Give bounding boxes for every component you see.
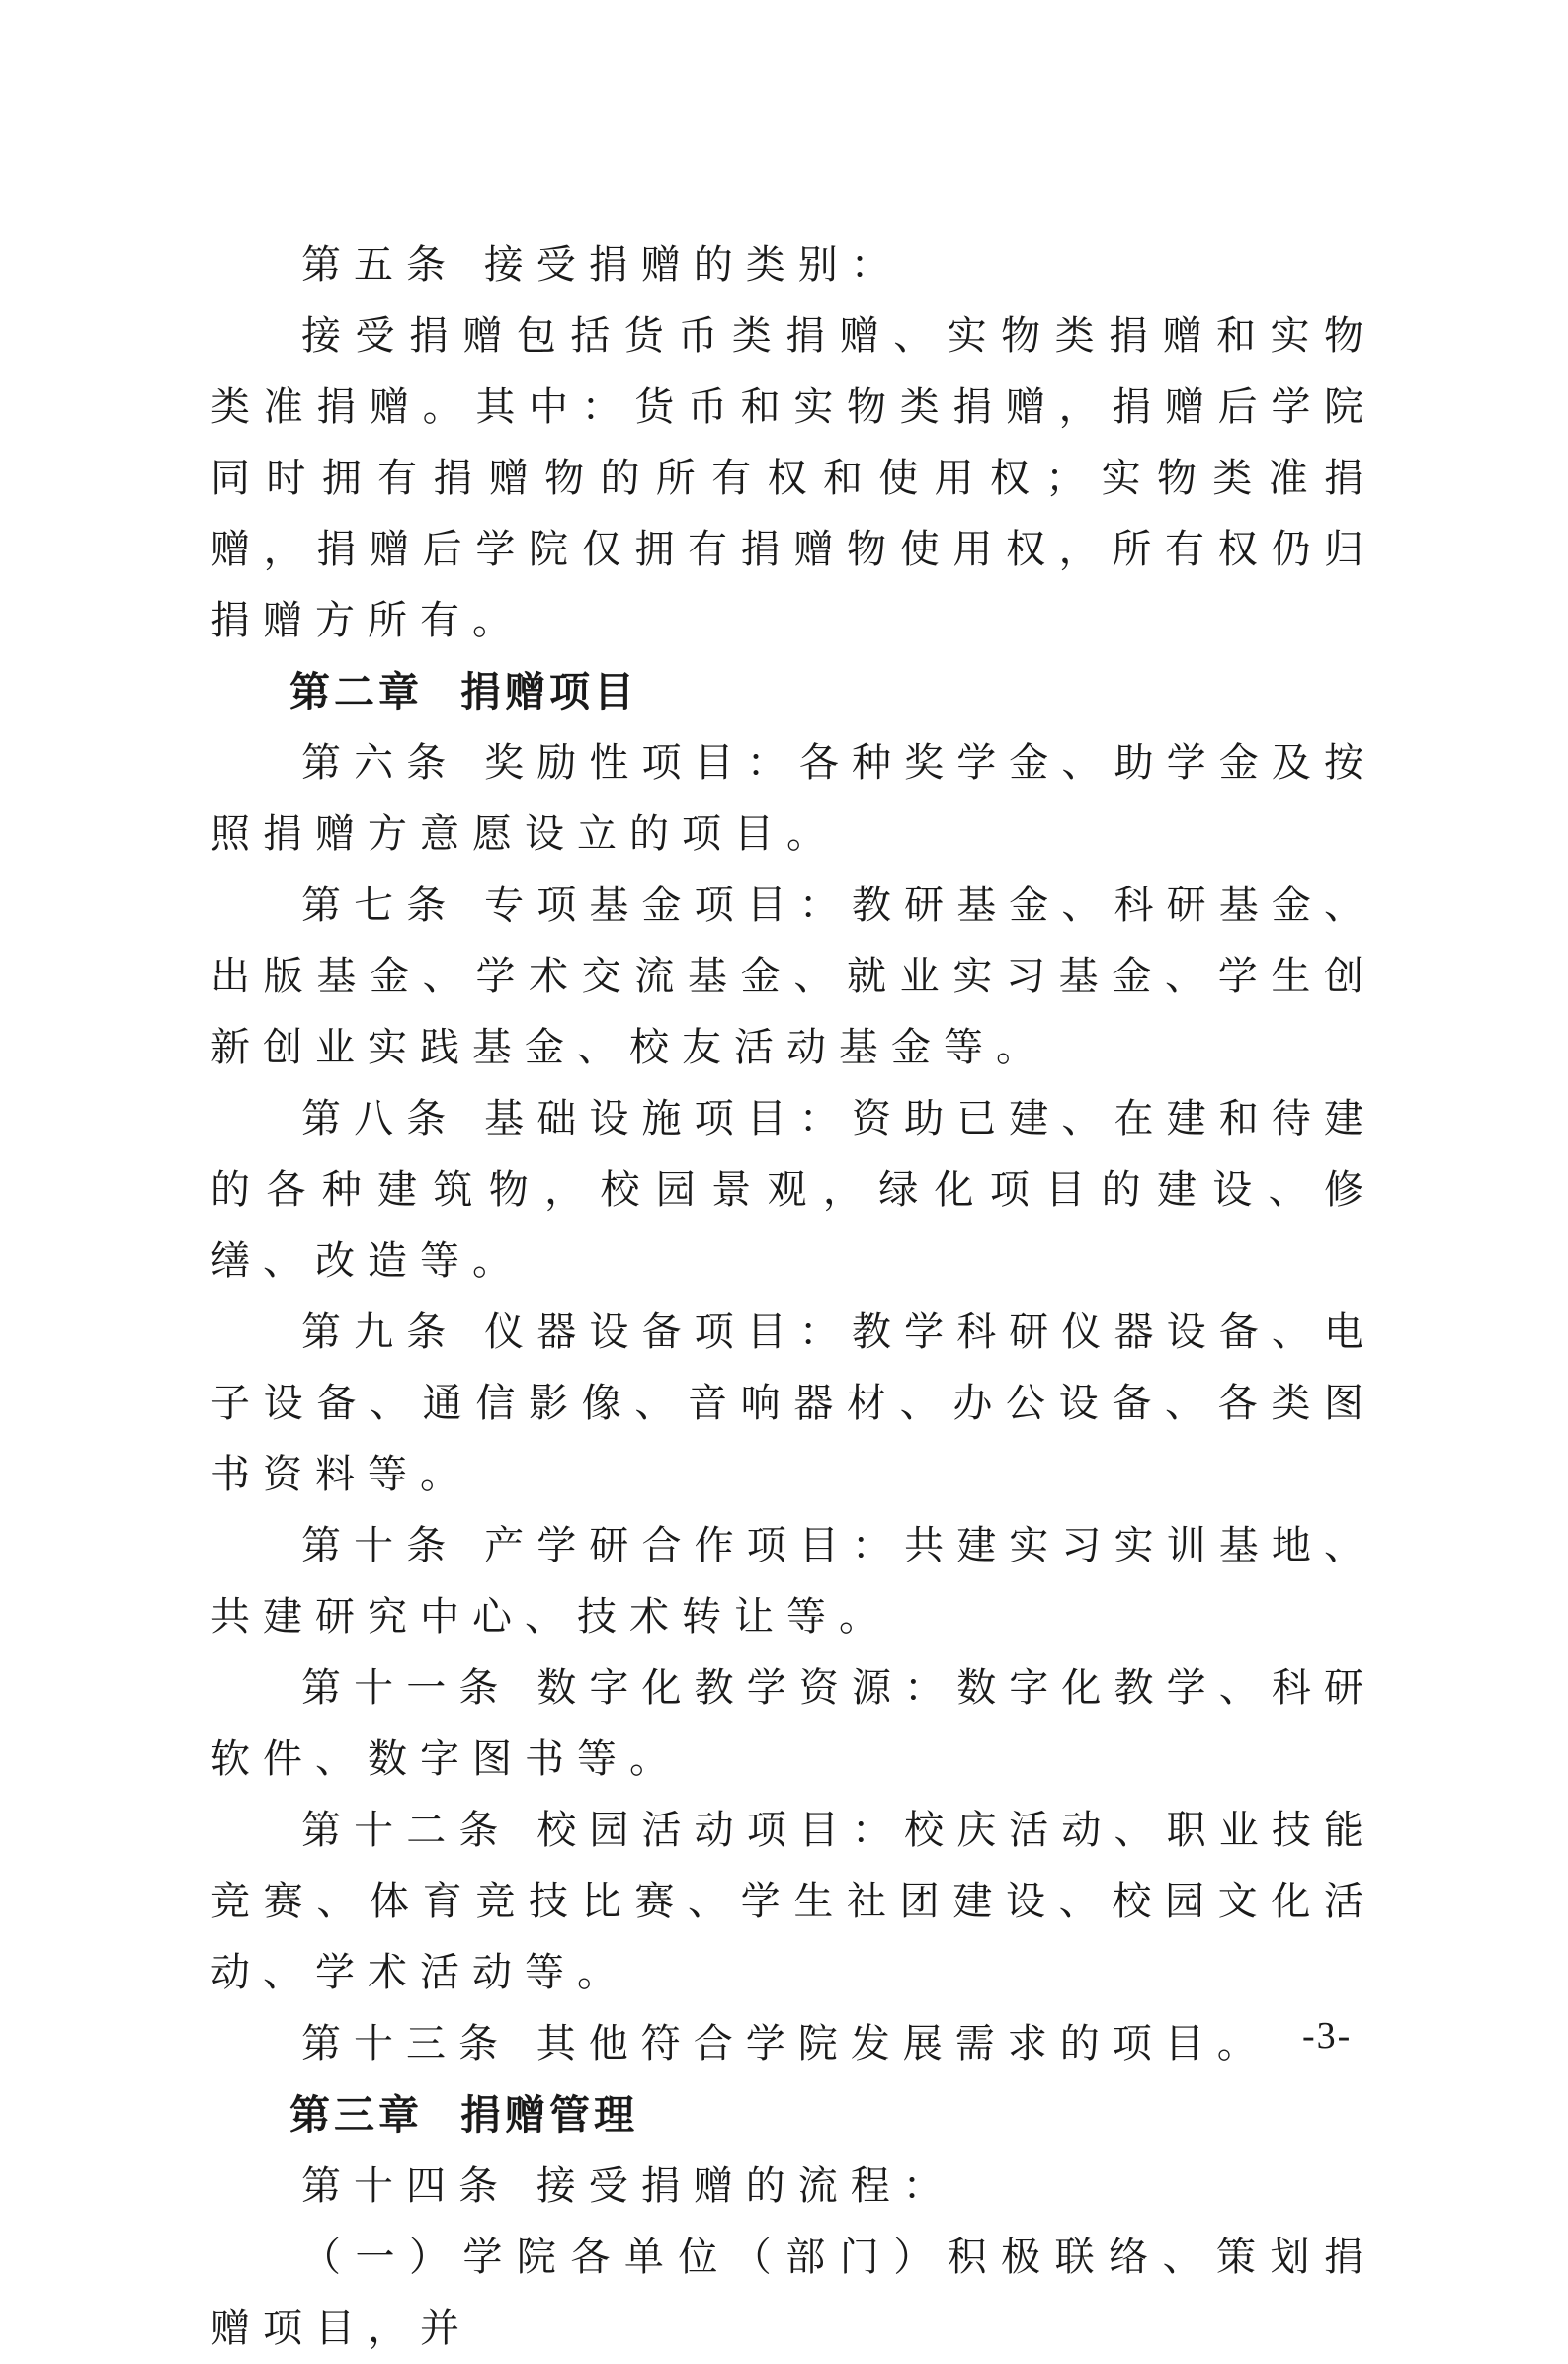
article-14-item-1: （一）学院各单位（部门）积极联络、策划捐赠项目，并 xyxy=(210,2235,1376,2351)
article-5-body: 接受捐赠包括货币类捐赠、实物类捐赠和实物类准捐赠。其中：货币和实物类捐赠，捐赠后学院同时拥有捐赠物的所有权和使用权；实物类准捐赠，捐赠后学院仅拥有捐赠物使用权，所有权仍归捐赠方所有。 xyxy=(210,313,1376,643)
article-6: 第六条 奖励性项目：各种奖学金、助学金及按照捐赠方意愿设立的项目。 xyxy=(210,740,1376,857)
chapter-3-heading xyxy=(210,2079,1376,2151)
article-11: 第十一条 数字化教学资源：数字化教学、科研软件、数字图书等。 xyxy=(210,1665,1376,1782)
chapter-2-number: 第二章 xyxy=(289,668,423,716)
article-5-heading: 第五条 接受捐赠的类别： xyxy=(301,242,903,288)
chapter-2-title: 捐赠项目 xyxy=(460,668,638,716)
chapter-2-heading xyxy=(210,656,1376,727)
article-14-heading: 第十四条 接受捐赠的流程： xyxy=(301,2163,955,2209)
article-10: 第十条 产学研合作项目：共建实习实训基地、共建研究中心、技术转让等。 xyxy=(210,1523,1376,1640)
document-body xyxy=(210,229,1376,2364)
article-12: 第十二条 校园活动项目：校庆活动、职业技能竞赛、体育竞技比赛、学生社团建设、校园文化活动、学术活动等。 xyxy=(210,1808,1376,1995)
article-9: 第九条 仪器设备项目：教学科研仪器设备、电子设备、通信影像、音响器材、办公设备、各类图书资料等。 xyxy=(210,1309,1376,1497)
chapter-3-number: 第三章 xyxy=(289,2091,423,2139)
chapter-3-title: 捐赠管理 xyxy=(460,2091,638,2139)
article-8: 第八条 基础设施项目：资助已建、在建和待建的各种建筑物，校园景观，绿化项目的建设、修缮、改造等。 xyxy=(210,1096,1376,1284)
page-number: -3- xyxy=(1302,2015,1353,2057)
article-13: 第十三条 其他符合学院发展需求的项目。 xyxy=(301,2021,1270,2067)
article-7: 第七条 专项基金项目：教研基金、科研基金、出版基金、学术交流基金、就业实习基金、学生创新创业实践基金、校友活动基金等。 xyxy=(210,883,1376,1070)
